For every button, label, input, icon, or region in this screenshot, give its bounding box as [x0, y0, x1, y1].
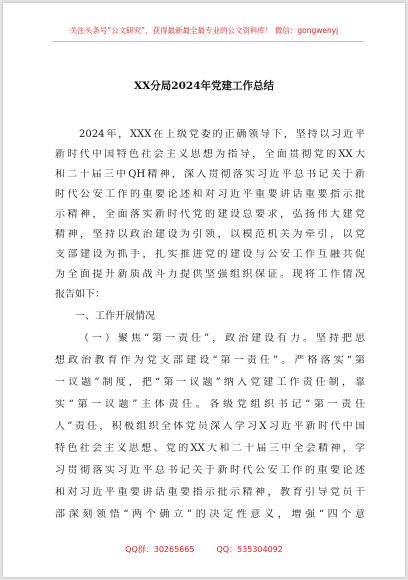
section-line: （一）聚焦“第一责任”，政治建设有力。坚持把思 — [79, 333, 365, 344]
section-line: 特色社会主义思想、党的XX大和二十届三中全会精神，学 — [55, 443, 365, 454]
section-line: 一议题”制度，把“第一议题”纳入党建工作责任制，靠 — [55, 377, 365, 388]
footer-qq-group: QQ群：30265665 — [125, 545, 195, 554]
intro-line: 为全面提升新质战斗力提供坚强组织保证。现将工作情况 — [55, 269, 365, 280]
intro-line: 时代公安工作的重要论述和对习近平重要讲话重要指示批 — [55, 189, 365, 200]
footer-qq: QQ：535304092 — [216, 545, 283, 554]
document-title: XX分局2024年党建工作总结 — [133, 80, 275, 92]
section-line: 人”责任，积极组织全体党员深入学习X习近平新时代中国 — [55, 421, 365, 432]
header-note: 关注头条号“公文研究”，获得最新最全最专业的公文资料库！ 微信：gongwenyj — [69, 26, 339, 35]
section-line: 部深刻领悟“两个确立”的决定性意义，增强“四个意 — [55, 509, 365, 520]
section-line: 和对习近平重要讲话重要指示批示精神，教育引导党员干 — [55, 487, 365, 498]
intro-line: 支部建设为抓手，扎实推进党的建设与公安工作互融共促 — [55, 249, 365, 260]
header-divider — [53, 41, 363, 42]
document-page — [3, 3, 405, 577]
section-line: 习贯彻落实习近平总书记关于新时代公安工作的重要论述 — [55, 465, 365, 476]
intro-line: 新时代中国特色社会主义思想为指导，全面贯彻党的XX大 — [55, 149, 365, 160]
intro-line: 和二十届三中QH精神，深入贯彻落实习近平总书记关于新 — [55, 169, 365, 180]
intro-line: 报告如下： — [55, 289, 105, 300]
intro-line: 2024年，XXX在上级党委的正确领导下，坚持以习近平 — [79, 129, 365, 140]
section-heading: 一、工作开展情况 — [75, 311, 155, 322]
footer-contact — [3, 544, 405, 555]
intro-line: 精神，坚持以政治建设为引领，以模范机关为牵引，以党 — [55, 229, 365, 240]
intro-line: 示精神，全面落实新时代党的建设总要求，弘扬伟大建党 — [55, 209, 365, 220]
section-line: 实“第一议题”主体责任。各级党组织书记“第一责任 — [55, 399, 365, 410]
section-line: 想政治教育作为党支部建设“第一责任”。严格落实“第 — [55, 355, 365, 366]
